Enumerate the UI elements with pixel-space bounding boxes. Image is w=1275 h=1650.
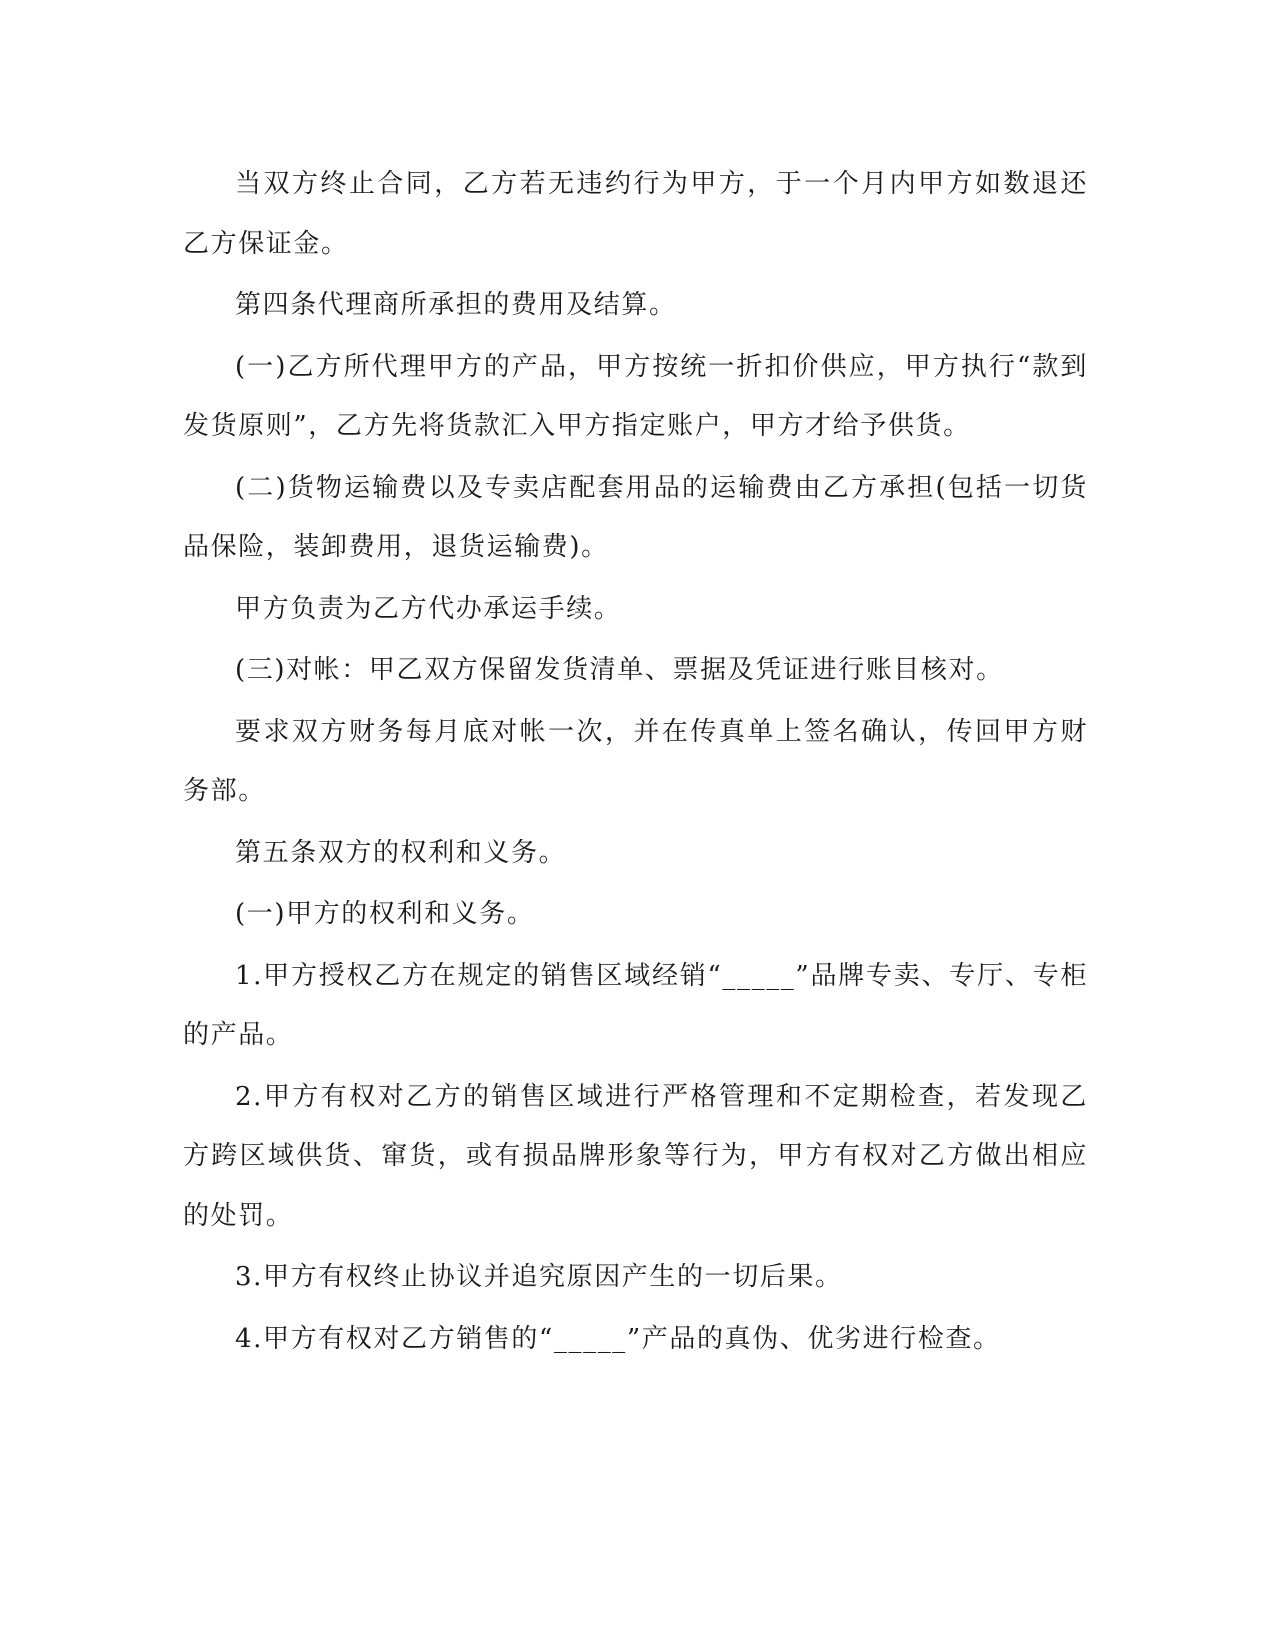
- paragraph-reconciliation: (三)对帐：甲乙双方保留发货清单、票据及凭证进行账目核对。: [235, 655, 1004, 685]
- list-item-2: 2.甲方有权对乙方的销售区域进行严格管理和不定期检查，若发现乙方跨区域供货、窜货，或有损品牌形象等行为，甲方有权对乙方做出相应的处罚。: [183, 1081, 1088, 1231]
- paragraph-monthly-check: 要求双方财务每月底对帐一次，并在传真单上签名确认，传回甲方财务部。: [183, 716, 1088, 806]
- list-item-3: 3.甲方有权终止协议并追究原因产生的一切后果。: [235, 1262, 843, 1292]
- subheading-party-a-rights: (一)甲方的权利和义务。: [235, 899, 535, 929]
- paragraph-shipping-procedure: 甲方负责为乙方代办承运手续。: [235, 593, 622, 624]
- list-item-4: 4.甲方有权对乙方销售的“_____”产品的真伪、优劣进行检查。: [235, 1323, 1001, 1354]
- paragraph-deposit-refund: 当双方终止合同，乙方若无违约行为甲方，于一个月内甲方如数退还乙方保证金。: [183, 169, 1088, 259]
- list-item-1: 1.甲方授权乙方在规定的销售区域经销“_____”品牌专卖、专厅、专柜的产品。: [183, 960, 1088, 1050]
- paragraph-transport-cost: (二)货物运输费以及专卖店配套用品的运输费由乙方承担(包括一切货品保险，装卸费用，退货运输费)。: [183, 472, 1088, 562]
- document-body: [183, 155, 1088, 1371]
- heading-article-5: 第五条双方的权利和义务。: [235, 837, 567, 868]
- heading-article-4: 第四条代理商所承担的费用及结算。: [235, 290, 677, 320]
- paragraph-discount-supply: (一)乙方所代理甲方的产品，甲方按统一折扣价供应，甲方执行“款到发货原则”，乙方先将货款汇入甲方指定账户，甲方才给予供货。: [183, 351, 1088, 441]
